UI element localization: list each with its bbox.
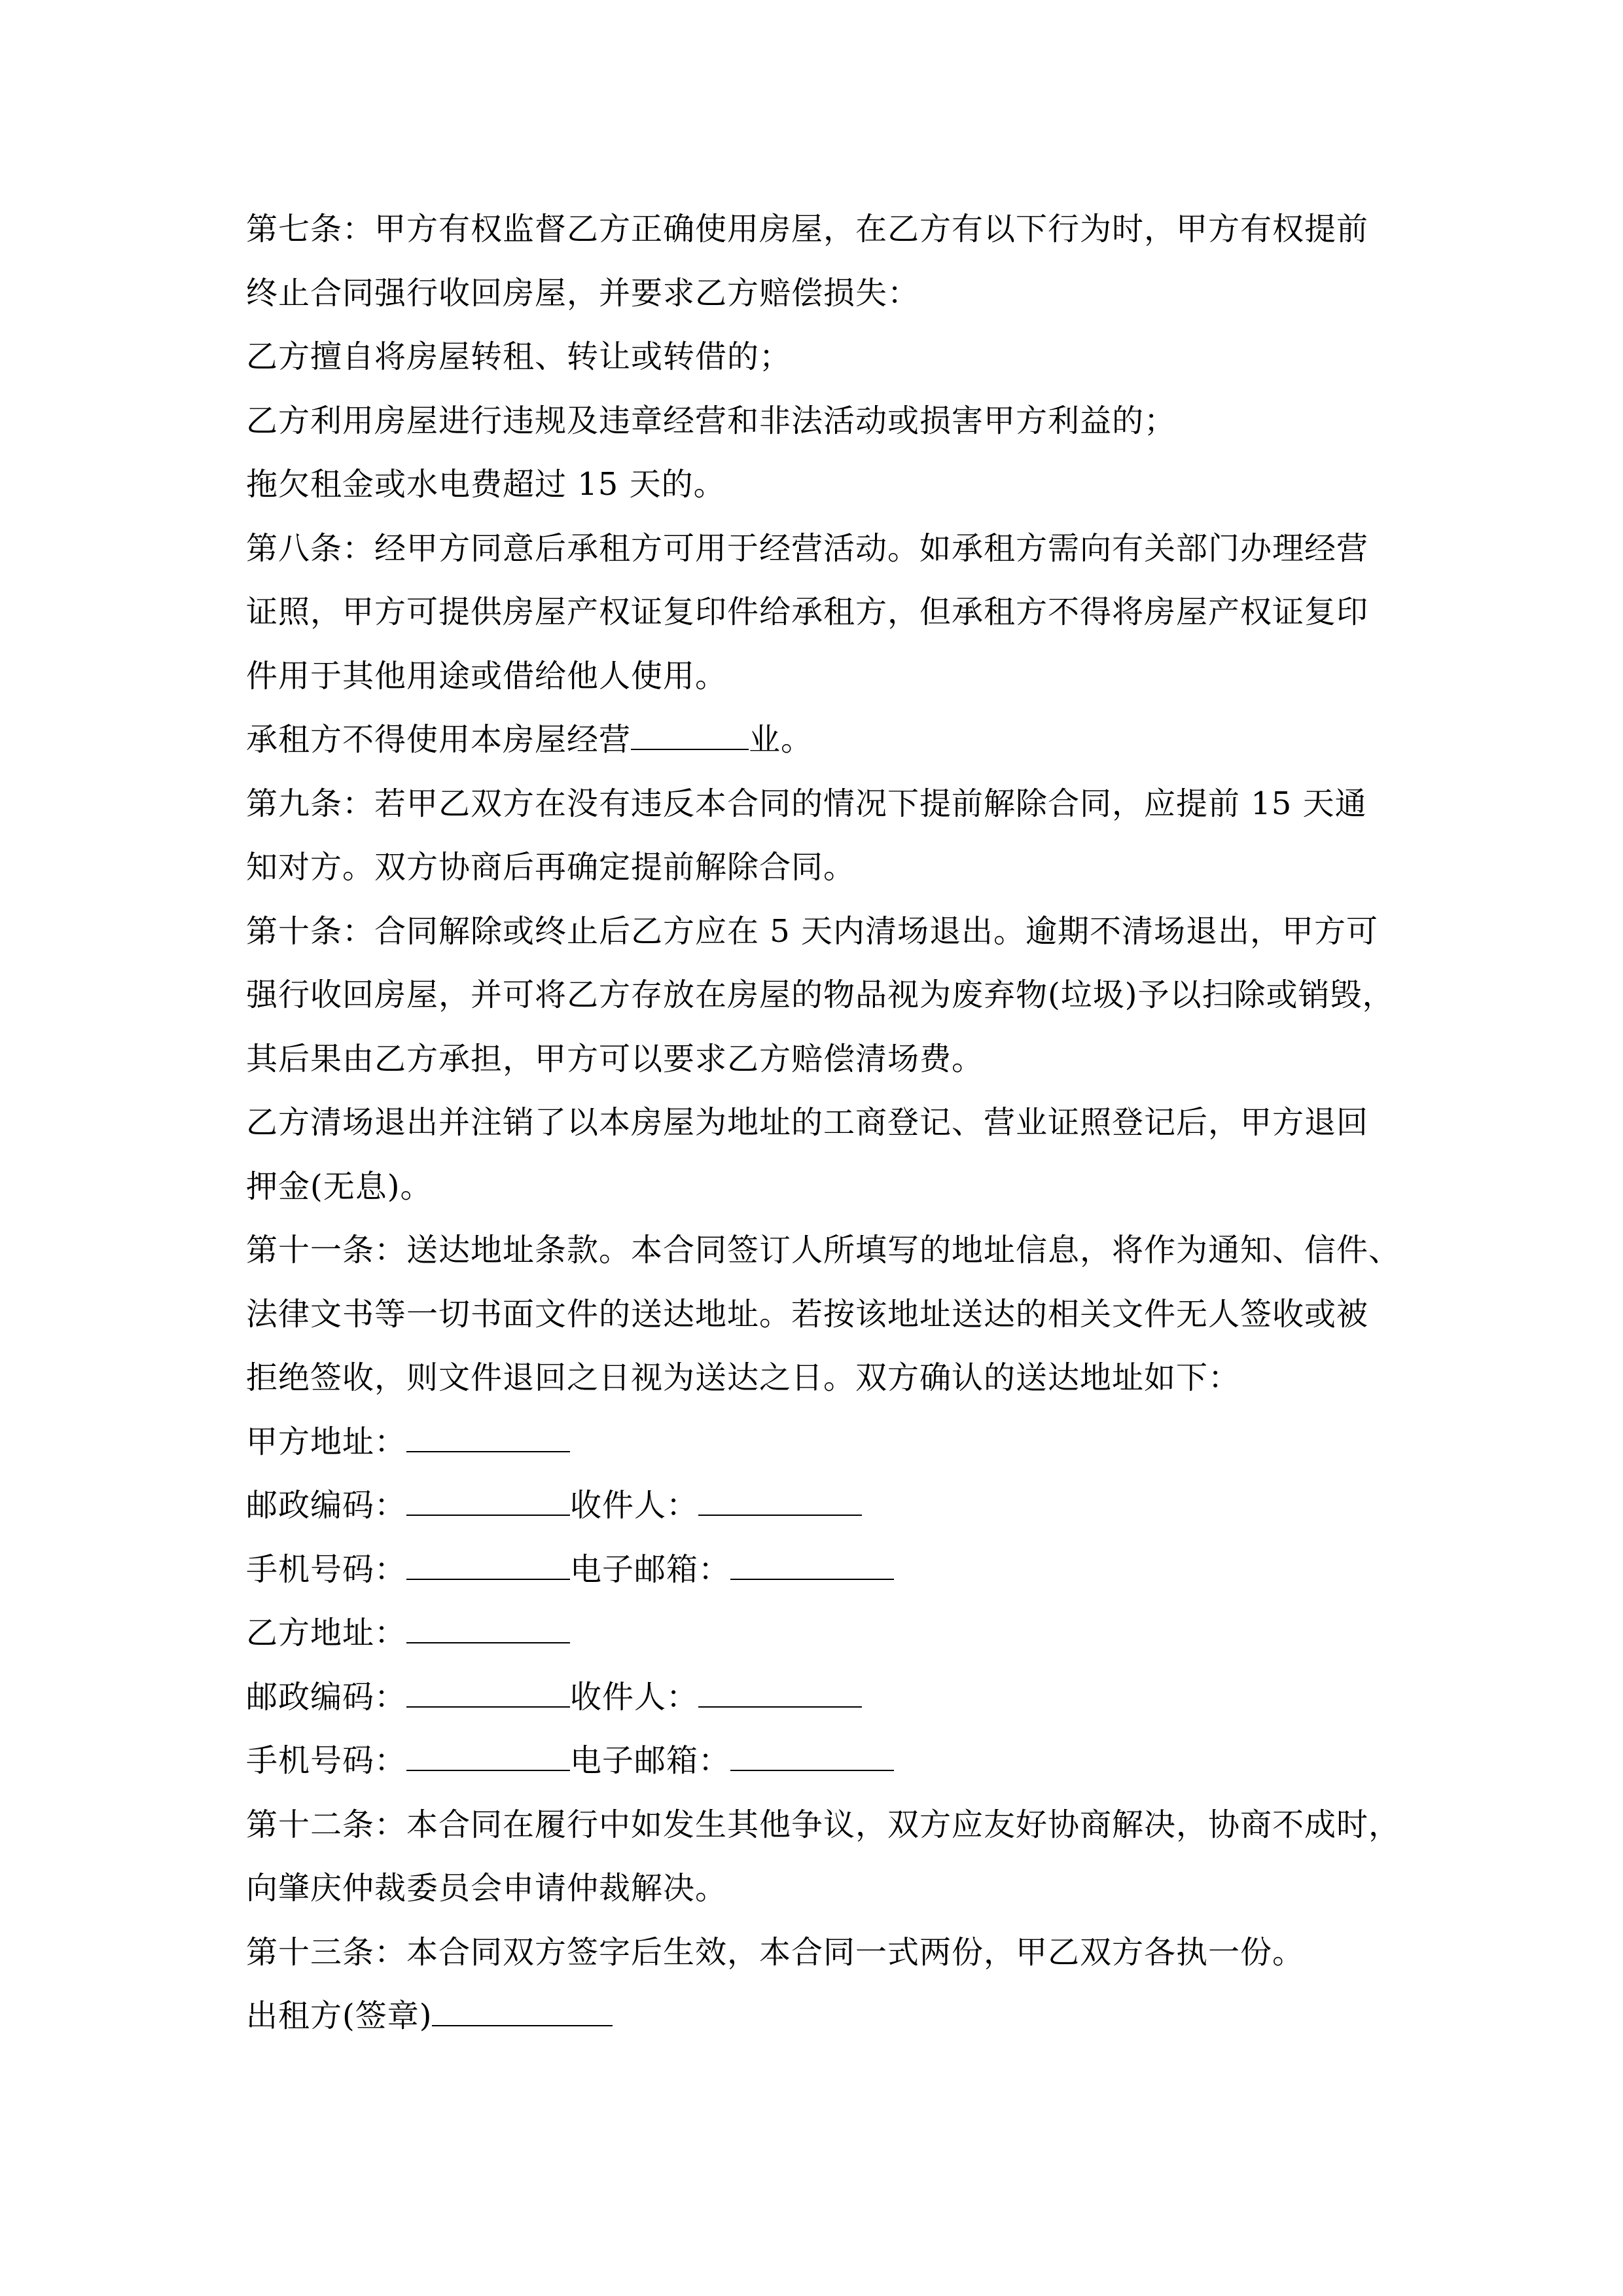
party-a-address-field[interactable] [406,1413,570,1452]
article10-line2: 强行收回房屋，并可将乙方存放在房屋的物品视为废弃物(垃圾)予以扫除或销毁， [246,977,1395,1013]
article12-line2: 向肇庆仲裁委员会申请仲裁解决。 [246,1870,728,1907]
article7-item1: 乙方擅自将房屋转租、转让或转借的； [246,338,792,375]
article11-line2: 法律文书等一切书面文件的送达地址。若按该地址送达的相关文件无人签收或被 [246,1295,1369,1333]
article13-line1: 第十三条：本合同双方签字后生效，本合同一式两份，甲乙双方各执一份。 [246,1933,1305,1971]
article9-line1: 第九条：若甲乙双方在没有违反本合同的情况下提前解除合同，应提前 15 天通 [246,785,1367,822]
party-b-recipient-label: 收件人： [570,1678,699,1715]
party-a-recipient-field[interactable] [698,1477,862,1516]
party-a-address-row [246,1410,1377,1475]
party-a-postcode-label: 邮政编码： [246,1487,407,1524]
party-b-postcode-field[interactable] [406,1668,570,1708]
article10-line3: 其后果由乙方承担，甲方可以要求乙方赔偿清场费。 [246,1040,984,1077]
article7-item3: 拖欠租金或水电费超过 15 天的。 [246,466,726,503]
party-a-email-label: 电子邮箱： [570,1551,731,1588]
lessor-signature-field[interactable] [432,1987,613,2026]
party-b-phone-field[interactable] [406,1732,570,1771]
contract-page [246,198,1401,2049]
party-a-address-label: 甲方地址： [246,1423,407,1460]
article8-restriction [246,708,1377,772]
article9-line2: 知对方。双方协商后再确定提前解除合同。 [246,849,856,886]
article8-restriction-suffix: 业。 [749,721,813,758]
party-a-phone-field[interactable] [406,1541,570,1580]
party-b-phone-label: 手机号码： [246,1742,407,1779]
article7-line2: 终止合同强行收回房屋，并要求乙方赔偿损失： [246,274,920,312]
party-b-postcode-label: 邮政编码： [246,1678,407,1715]
party-b-postcode-row [246,1666,1377,1730]
party-b-phone-row [246,1729,1377,1793]
party-b-email-field[interactable] [730,1732,894,1771]
party-b-address-label: 乙方地址： [246,1615,407,1651]
article7-item2: 乙方利用房屋进行违规及违章经营和非法活动或损害甲方利益的； [246,402,1177,439]
party-b-recipient-field[interactable] [698,1668,862,1708]
party-a-email-field[interactable] [730,1541,894,1580]
article10-line5: 押金(无息)。 [246,1168,433,1205]
lessor-signature-label: 出租方(签章) [246,1998,433,2034]
article11-line3: 拒绝签收，则文件退回之日视为送达之日。双方确认的送达地址如下： [246,1359,1241,1396]
lessor-signature-row [246,1984,1377,2049]
party-a-postcode-field[interactable] [406,1477,570,1516]
article11-line1: 第十一条：送达地址条款。本合同签订人所填写的地址信息，将作为通知、信件、 [246,1232,1401,1268]
article8-line1: 第八条：经甲方同意后承租方可用于经营活动。如承租方需向有关部门办理经营 [246,529,1369,567]
article10-line4: 乙方清场退出并注销了以本房屋为地址的工商登记、营业证照登记后，甲方退回 [246,1104,1369,1141]
business-type-field[interactable] [631,711,749,750]
article8-line2: 证照，甲方可提供房屋产权证复印件给承租方，但承租方不得将房屋产权证复印 [246,594,1369,630]
article8-restriction-prefix: 承租方不得使用本房屋经营 [246,721,632,758]
party-a-postcode-row [246,1474,1377,1538]
article7-line1: 第七条：甲方有权监督乙方正确使用房屋，在乙方有以下行为时，甲方有权提前 [246,211,1369,247]
party-a-recipient-label: 收件人： [570,1487,699,1524]
article12-line1: 第十二条：本合同在履行中如发生其他争议，双方应友好协商解决，协商不成时， [246,1806,1401,1843]
article10-line1: 第十条：合同解除或终止后乙方应在 5 天内清场退出。逾期不清场退出，甲方可 [246,912,1379,950]
party-a-phone-row [246,1538,1377,1602]
party-b-address-field[interactable] [406,1604,570,1643]
party-b-email-label: 电子邮箱： [570,1742,731,1779]
article8-line3: 件用于其他用途或借给他人使用。 [246,657,728,694]
party-b-address-row [246,1602,1377,1666]
party-a-phone-label: 手机号码： [246,1551,407,1588]
